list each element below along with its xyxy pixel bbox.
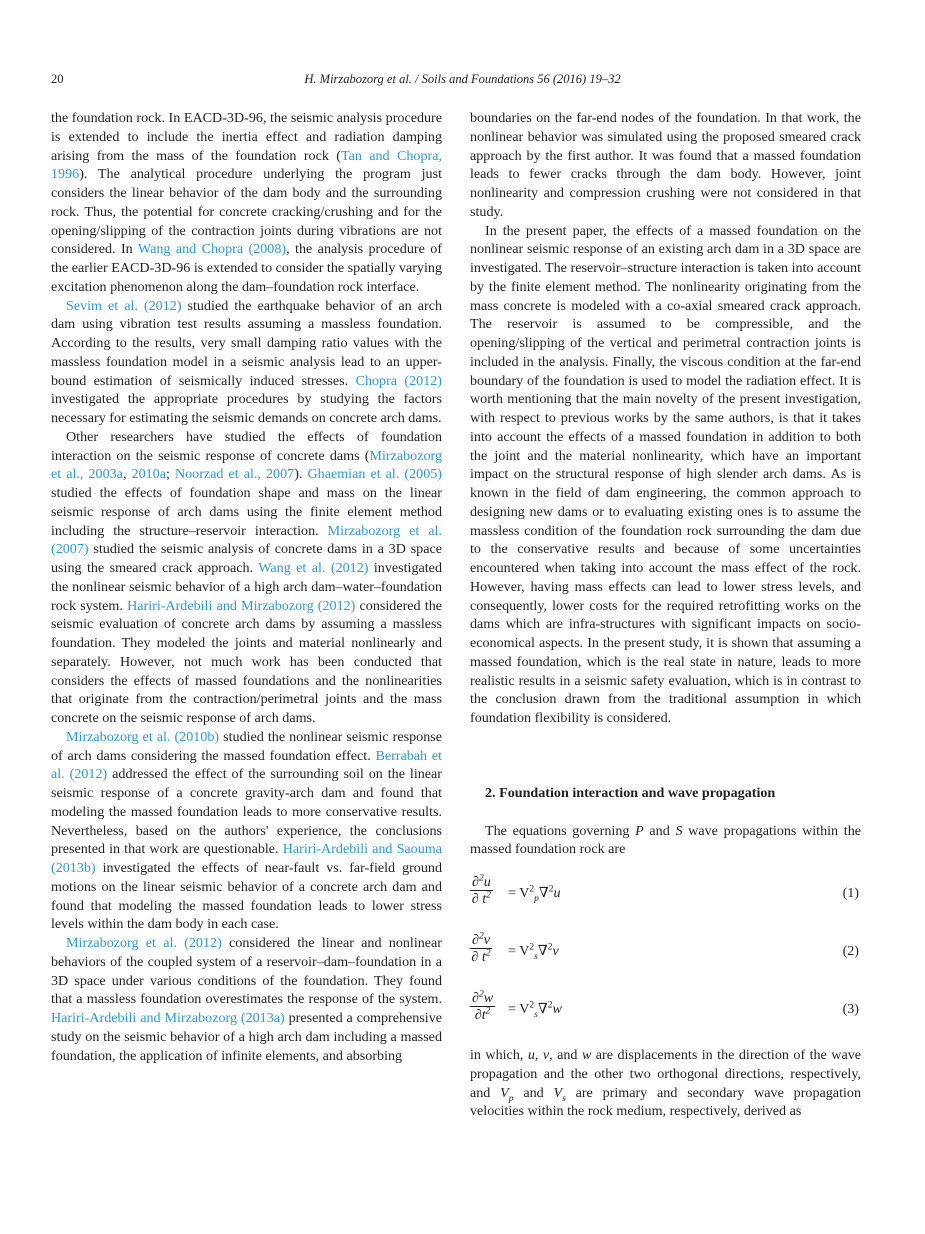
citation-link[interactable]: Sevim et al. (2012) <box>66 297 182 314</box>
citation-link[interactable]: Tan and Chopra, 1996 <box>51 147 442 183</box>
citation-link[interactable]: Mirzabozorg et al. (2007) <box>51 522 442 558</box>
equation-2: $\frac{\partial^2v}{\partial t^2}$ = $V^2_s\nabla^2v$ (2) <box>471 931 859 965</box>
paragraph: In the present paper, the effects of a massed foundation on the nonlinear seismic response of an existing arch dam in a 3D space are investigated. The reservoir–structure interaction is taken into account by the finite element method. The nonlinearity originating from the mass concrete is modeled with a co-axial smeared crack approach. The reservoir is assumed to be compressible, and the opening/slipping of the vertical and perimetral contraction joints is included in the analysis. Finally, the viscous condition at the far-end boundary of the foundation is used to model the radiation effect. It is worth mentioning that the main novelty of the present investigation, with respect to previous works by the same authors, is that it takes into account the effects of a massed foundation in addition to both the joint and the material nonlinearity, which have an important impact on the structural response of high slender arch dams. As is known in the field of dam engineering, the common approach to designing new dams or to evaluating existing ones is to assume the massless condition of the foundation rock surrounding the dam due to the conservative results and because of some uncertainties encountered when taking into account the mass effect of the rock. However, having mass effects can lead to lower stress levels, and consequently, lower costs for the required retrofitting works on the dams which are infra-structures with significant impacts on socio-economical aspects. In the present study, it is shown that assuming a massed foundation, which is the real state in nature, leads to more realistic results in a seismic safety evaluation, which is in contrast to the conclusion drawn from the traditional assumption in which foundation flexibility is considered. <box>470 222 861 726</box>
equation-number: (3) <box>842 1001 859 1017</box>
page-number: 20 <box>51 72 64 86</box>
paragraph: Other researchers have studied the effects of foundation interaction on the seismic response of concrete dams (Mirzabozorg et al., 2003a, 2010a; Noorzad et al., 2007). Ghaemian et al. (2005) studied the effects of foundation shape and mass on the linear seismic response of arch dams using the finite element method including the structure–reservoir interaction. Mirzabozorg et al. (2007) studied the seismic analysis of concrete dams in a 3D space using the smeared crack approach. Wang et al. (2012) investigated the nonlinear seismic behavior of a high arch dam–water–foundation rock system. Hariri-Ardebili and Mirzabozorg (2012) considered the seismic evaluation of concrete arch dams by assuming a massless foundation. They modeled the joints and material nonlinearly and separately. However, not much work has been conducted that considers the effects of massed foundations and the nonlinearities that originate from the contraction/perimetral joints and the mass concrete on the seismic response of arch dams. <box>51 428 442 726</box>
citation-link[interactable]: Hariri-Ardebili and Saouma (2013b) <box>51 841 442 876</box>
paragraph: boundaries on the far-end nodes of the foundation. In that work, the nonlinear behavior was simulated using the proposed smeared crack approach by the first author. It was found that a massed foundation leads to fewer cracks through the dam body. However, joint nonlinearity and compression crushing were not considered in that study. <box>470 110 861 220</box>
citation-link[interactable]: Noorzad et al., 2007 <box>174 466 295 483</box>
equation-3: $\frac{\partial^2w}{\partial t^2}$ = $V^2_s\nabla^2w$ (3) <box>472 989 859 1023</box>
equation-fraction: $\frac{\partial^2w}{\partial t^2}$ <box>472 989 494 1023</box>
citation-link[interactable]: Mirzabozorg et al. (2012) <box>66 935 222 951</box>
paragraph: Sevim et al. (2012) studied the earthquake behavior of an arch dam using vibration test results assuming a massless foundation. According to the results, very small damping ratio values with the massless foundation model in a seismic analysis lead to an upper-bound estimation of seismically induced stresses. Chopra (2012) investigated the appropriate procedures by studying the factors necessary for estimating the seismic demands on concrete arch dams. <box>51 297 443 426</box>
citation-link[interactable]: Ghaemian et al. (2005) <box>307 466 442 483</box>
equation-number: (2) <box>842 943 859 959</box>
equation-number: (1) <box>842 885 859 901</box>
paragraph: in which, u, v, and w are displacements in the direction of the wave propagation and the other two orthogonal directions, respectively, and $V_p$ and $V_s$ are primary and secondary wave propagation velocities within the rock medium, respectively, derived as <box>470 1047 862 1120</box>
citation-link[interactable]: Hariri-Ardebili and Mirzabozorg (2013a) <box>51 1010 285 1026</box>
citation-link[interactable]: Mirzabozorg et al., 2003a <box>51 447 442 483</box>
citation-link[interactable]: Mirzabozorg et al. (2010b) <box>66 728 220 745</box>
citation-link[interactable]: Wang et al. (2012) <box>258 560 369 576</box>
paragraph: The equations governing P and S wave propagations within the massed foundation rock are <box>470 822 861 858</box>
paragraph: the foundation rock. In EACD-3D-96, the seismic analysis procedure is extended to include the inertia effect and radiation damping arising from the mass of the foundation rock (Tan and Chopra, 1996). The analytical procedure underlying the program just considers the linear behavior of the dam body and the surrounding rock. Thus, the potential for concrete cracking/crushing and for the opening/slipping of the contraction joints during vibrations are not considered. In Wang and Chopra (2008), the analysis procedure of the earlier EACD-3D-96 is extended to consider the spatially varying excitation phenomenon along the dam–foundation rock interface. <box>51 110 443 295</box>
citation-link[interactable]: Berrabah et al. (2012) <box>51 747 443 783</box>
paragraph: Mirzabozorg et al. (2010b) studied the nonlinear seismic response of arch dams considering the massed foundation effect. Berrabah et al. (2012) addressed the effect of the surrounding soil on the linear seismic response of a concrete gravity-arch dam and found that modeling the massed foundation leads to more conservative results. Nevertheless, based on the authors' experience, the conclusions presented in that work are questionable. Hariri-Ardebili and Saouma (2013b) investigated the effects of near-fault vs. far-field ground motions on the linear seismic behavior of a concrete arch dam and found that modeling the massed foundation leads to lower stress levels within the dam body in each case. <box>51 728 443 933</box>
equation-1: $\frac{\partial^2u}{\partial t^2}$ = $V^2_p\nabla^2u$ (1) <box>471 873 859 907</box>
citation-link[interactable]: Wang and Chopra (2008) <box>137 241 287 258</box>
left-column <box>51 109 442 1065</box>
citation-link[interactable]: Hariri-Ardebili and Mirzabozorg (2012) <box>127 597 356 614</box>
right-column <box>470 109 861 1121</box>
section-heading: 2. Foundation interaction and wave propagation <box>485 784 776 801</box>
equation-fraction: $\frac{\partial^2u}{\partial t^2}$ <box>471 873 491 907</box>
citation-link[interactable]: 2010a <box>131 466 166 483</box>
citation-link[interactable]: Chopra (2012) <box>355 372 443 389</box>
paragraph: Mirzabozorg et al. (2012) considered the linear and nonlinear behaviors of the coupled system of a reservoir–dam–foundation in a 3D space under various conditions of the foundation. They found that a massless foundation overestimates the response of the system. Hariri-Ardebili and Mirzabozorg (2013a) presented a comprehensive study on the seismic behavior of a high arch dam including a massed foundation, the application of infinite elements, and absorbing <box>51 935 442 1064</box>
running-title: H. Mirzabozorg et al. / Soils and Foundations 56 (2016) 19–32 <box>304 72 621 86</box>
equation-fraction: $\frac{\partial^2v}{\partial t^2}$ <box>471 931 491 965</box>
